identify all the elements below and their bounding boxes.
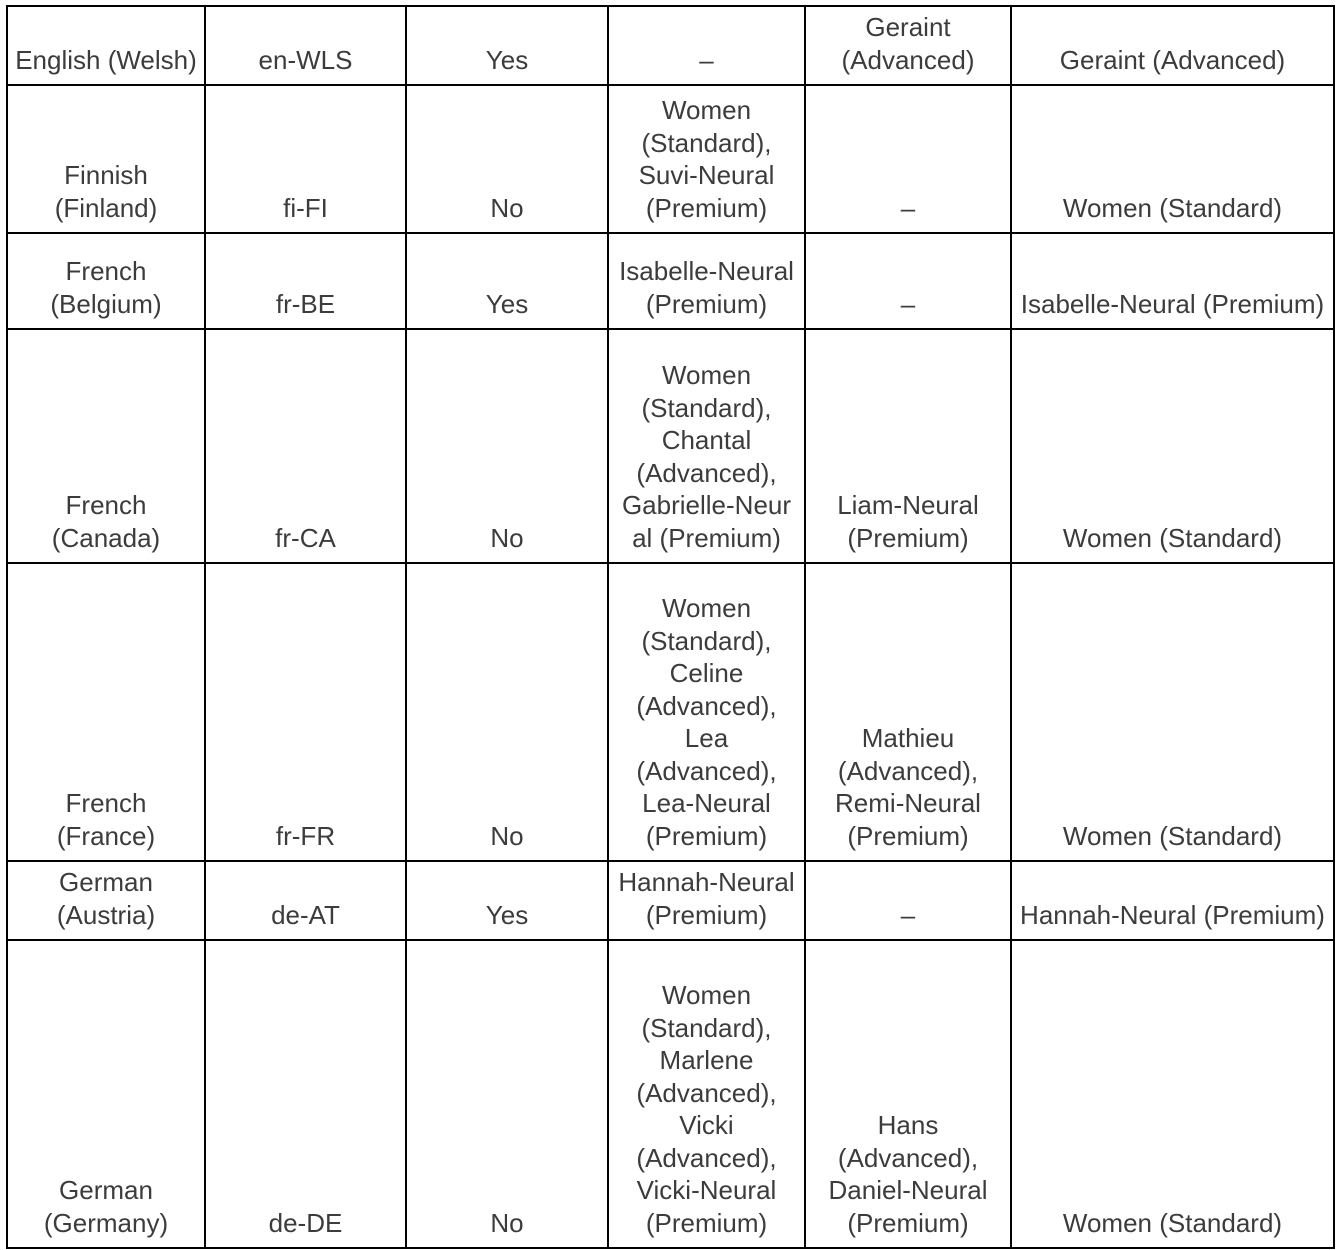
cell-language: French (Belgium) <box>7 233 205 329</box>
cell-code: fi-FI <box>205 85 406 233</box>
cell-female-voices: Hannah-Neural (Premium) <box>608 861 805 940</box>
voices-table-body <box>7 6 1334 1248</box>
cell-female-voices: – <box>608 6 805 85</box>
cell-default-voice: Isabelle-Neural (Premium) <box>1011 233 1334 329</box>
cell-male-voices: Liam-Neural (Premium) <box>805 329 1011 563</box>
cell-language: German (Austria) <box>7 861 205 940</box>
cell-male-voices: Hans (Advanced), Daniel-Neural (Premium) <box>805 940 1011 1248</box>
cell-language: English (Welsh) <box>7 6 205 85</box>
cell-male-voices: – <box>805 85 1011 233</box>
cell-male-voices: Mathieu (Advanced), Remi-Neural (Premium) <box>805 563 1011 861</box>
cell-yesno: No <box>406 563 608 861</box>
cell-code: fr-BE <box>205 233 406 329</box>
cell-code: de-DE <box>205 940 406 1248</box>
cell-yesno: Yes <box>406 233 608 329</box>
cell-code: en-WLS <box>205 6 406 85</box>
cell-default-voice: Women (Standard) <box>1011 85 1334 233</box>
cell-default-voice: Women (Standard) <box>1011 329 1334 563</box>
table-row <box>7 6 1334 85</box>
voices-table <box>6 5 1335 1249</box>
table-row <box>7 85 1334 233</box>
cell-yesno: No <box>406 940 608 1248</box>
cell-male-voices: Geraint (Advanced) <box>805 6 1011 85</box>
cell-language: German (Germany) <box>7 940 205 1248</box>
table-row <box>7 861 1334 940</box>
cell-female-voices: Women (Standard), Marlene (Advanced), Vicki (Advanced), Vicki-Neural (Premium) <box>608 940 805 1248</box>
cell-female-voices: Women (Standard), Suvi-Neural (Premium) <box>608 85 805 233</box>
cell-language: French (Canada) <box>7 329 205 563</box>
cell-female-voices: Women (Standard), Celine (Advanced), Lea (Advanced), Lea-Neural (Premium) <box>608 563 805 861</box>
table-row <box>7 329 1334 563</box>
cell-default-voice: Geraint (Advanced) <box>1011 6 1334 85</box>
cell-female-voices: Isabelle-Neural (Premium) <box>608 233 805 329</box>
cell-code: fr-CA <box>205 329 406 563</box>
cell-male-voices: – <box>805 861 1011 940</box>
cell-male-voices: – <box>805 233 1011 329</box>
cell-female-voices: Women (Standard), Chantal (Advanced), Gabrielle‑Neural (Premium) <box>608 329 805 563</box>
table-row <box>7 233 1334 329</box>
table-row <box>7 940 1334 1248</box>
cell-language: French (France) <box>7 563 205 861</box>
cell-default-voice: Women (Standard) <box>1011 563 1334 861</box>
cell-yesno: No <box>406 85 608 233</box>
cell-default-voice: Women (Standard) <box>1011 940 1334 1248</box>
cell-code: fr-FR <box>205 563 406 861</box>
cell-default-voice: Hannah-Neural (Premium) <box>1011 861 1334 940</box>
cell-yesno: Yes <box>406 6 608 85</box>
cell-language: Finnish (Finland) <box>7 85 205 233</box>
cell-code: de-AT <box>205 861 406 940</box>
table-row <box>7 563 1334 861</box>
cell-yesno: No <box>406 329 608 563</box>
cell-yesno: Yes <box>406 861 608 940</box>
